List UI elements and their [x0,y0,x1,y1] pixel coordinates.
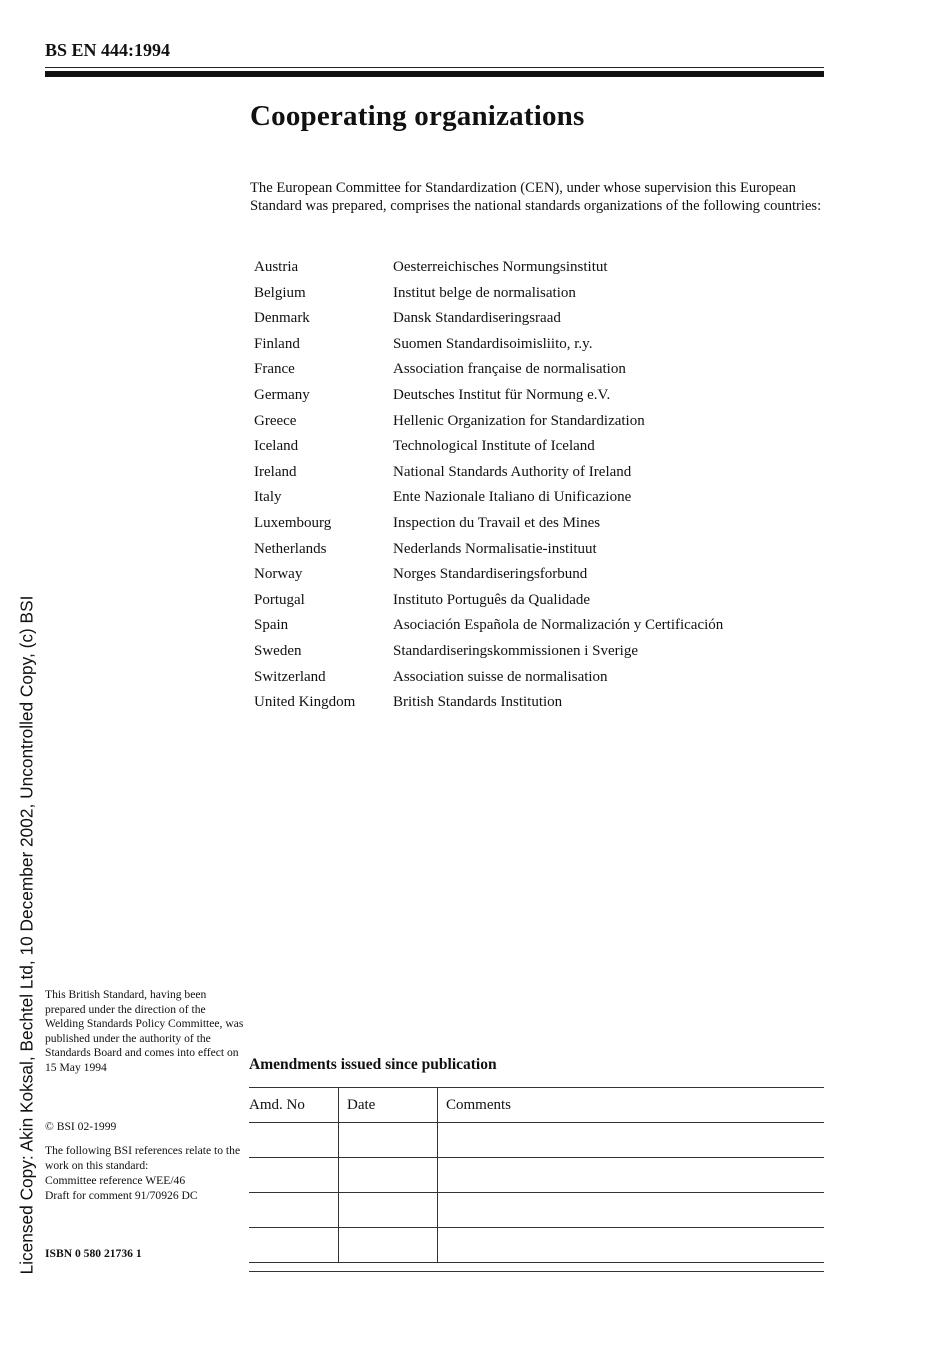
committee-reference: Committee reference WEE/46 [45,1174,186,1187]
license-watermark: Licensed Copy: Akin Koksal, Bechtel Ltd, 10 December 2002, Uncontrolled Copy, (c) BSI [16,595,37,1275]
cell-amd-no [249,1193,339,1228]
org-country: Iceland [254,438,299,455]
header-rule-thin [45,67,824,68]
cell-amd-no [249,1123,339,1158]
org-country: Netherlands [254,540,327,557]
list-item [254,667,829,693]
column-header-date: Date [339,1088,438,1123]
org-name: Oesterreichisches Normungsinstitut [393,259,608,275]
org-name: Dansk Standardiseringsraad [393,310,561,327]
org-name: Asociación Española de Normalización y Certificación [393,617,724,634]
list-item [254,334,829,360]
list-item [254,257,829,283]
list-item [254,590,829,616]
list-item [254,359,829,385]
refs-intro: The following BSI references relate to the work on this standard: [45,1144,241,1172]
org-name: Deutsches Institut für Normung e.V. [393,386,611,403]
org-name: Technological Institute of Iceland [393,438,595,455]
page-title: Cooperating organizations [250,100,585,132]
bsi-references [45,1143,245,1203]
draft-reference: Draft for comment 91/70926 DC [45,1189,198,1202]
org-country: Austria [254,259,299,275]
org-country: Norway [254,566,303,583]
table-row [249,1158,824,1193]
cell-comments [438,1158,825,1193]
amendments-header-row [249,1088,824,1123]
column-header-comments: Comments [438,1088,825,1123]
org-country: Portugal [254,591,305,608]
org-country: Italy [254,489,282,506]
org-name: Institut belge de normalisation [393,284,576,301]
org-name: Nederlands Normalisatie-instituut [393,540,597,557]
org-country: Denmark [254,310,310,327]
org-name: Suomen Standardisoimisliito, r.y. [393,335,593,352]
org-name: Ente Nazionale Italiano di Unificazione [393,489,632,506]
list-item [254,539,829,565]
organization-list [254,257,829,718]
org-country: Germany [254,386,310,403]
list-item [254,513,829,539]
org-name: Hellenic Organization for Standardization [393,412,645,429]
table-row [249,1193,824,1228]
list-item [254,615,829,641]
org-name: Standardiseringskommissionen i Sverige [393,642,638,659]
isbn: ISBN 0 580 21736 1 [45,1247,142,1260]
intro-paragraph: The European Committee for Standardization (CEN), under whose supervision this European Standard was prepared, comprises the national standards organizations of the following countries: [250,180,822,214]
column-header-amd-no: Amd. No [249,1088,339,1123]
list-item [254,641,829,667]
list-item [254,385,829,411]
org-name: Association suisse de normalisation [393,668,608,685]
cell-date [339,1228,438,1263]
list-item [254,462,829,488]
cell-date [339,1123,438,1158]
footer-rule [249,1271,824,1272]
cell-date [339,1158,438,1193]
imprint-statement: This British Standard, having been prepared under the direction of the Welding Standards Policy Committee, was published under the authority of the Standards Board and comes into effect on 15 May 1994 [45,988,244,1074]
table-row [249,1123,824,1158]
org-name: Norges Standardiseringsforbund [393,566,588,583]
org-name: Association française de normalisation [393,361,626,378]
cell-comments [438,1123,825,1158]
cell-comments [438,1193,825,1228]
org-country: Greece [254,412,297,429]
org-country: Switzerland [254,668,326,685]
copyright-notice: © BSI 02-1999 [45,1120,117,1133]
org-country: France [254,361,295,378]
org-name: National Standards Authority of Ireland [393,463,632,480]
table-row [249,1228,824,1263]
cell-comments [438,1228,825,1263]
list-item [254,308,829,334]
cell-amd-no [249,1158,339,1193]
org-country: United Kingdom [254,694,356,711]
list-item [254,283,829,309]
org-country: Spain [254,617,289,634]
amendments-table [249,1087,824,1263]
org-country: Sweden [254,642,302,659]
header-rule-thick [45,71,824,77]
list-item [254,692,829,718]
org-country: Ireland [254,463,297,480]
org-country: Luxembourg [254,514,332,531]
org-country: Belgium [254,284,306,301]
org-country: Finland [254,335,300,352]
list-item [254,564,829,590]
list-item [254,436,829,462]
list-item [254,411,829,437]
amendments-heading: Amendments issued since publication [249,1056,497,1073]
org-name: Instituto Português da Qualidade [393,591,591,608]
cell-date [339,1193,438,1228]
org-name: Inspection du Travail et des Mines [393,514,601,531]
org-name: British Standards Institution [393,694,563,711]
imprint-text [45,988,245,1076]
document-id: BS EN 444:1994 [45,40,171,60]
cell-amd-no [249,1228,339,1263]
list-item [254,487,829,513]
